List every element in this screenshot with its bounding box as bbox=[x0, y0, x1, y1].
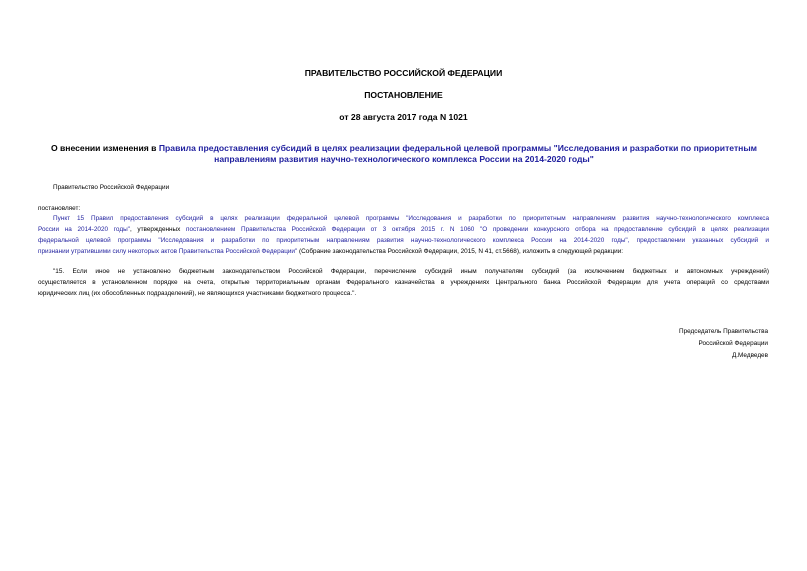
paragraph-2-line-3: юридических лиц (их обособленных подразделений), не являющихся участниками бюджетного процесса.". bbox=[38, 290, 357, 297]
paragraph-2-line-2: осуществляется в установленном порядке на счета, открытые территориальным органам Федерального казначейства в учреждениях Центрального банка Российской Федерации для учета операций со средствами bbox=[38, 279, 769, 286]
document-title-line-1 bbox=[38, 143, 770, 154]
government-subject: Правительство Российской Федерации bbox=[53, 184, 170, 191]
paragraph-1-line-3[interactable]: федеральной целевой программы "Исследования и разработки по приоритетным направлениям развития научно-технологического комплекса России на 2014-2020 годы", предоставлении указанных субсидий и bbox=[38, 237, 769, 244]
resolution-1060-link[interactable]: постановлением Правительства Российской Федерации от 3 октября 2015 г. N 1060 "О проведении конкурсного отбора на предоставление субсидий в целях реализации bbox=[186, 226, 770, 233]
paragraph-1-line-4: признании утратившими силу некоторых актов Правительства Российской Федерации" (Собрание законодательства Российской Федерации, 2015, N 41, ст.5668), изложить в следующей редакции: bbox=[38, 248, 624, 255]
signature-position-1: Председатель Правительства bbox=[679, 328, 768, 335]
header-date-number: от 28 августа 2017 года N 1021 bbox=[339, 112, 468, 122]
paragraph-1-line-2: России на 2014-2020 годы", утвержденных постановлением Правительства Российской Федерации от 3 октября 2015 г. N 1060 "О проведении конкурсного отбора на предоставление субсидий в целях реализации bbox=[38, 226, 770, 233]
header-org: ПРАВИТЕЛЬСТВО РОССИЙСКОЙ ФЕДЕРАЦИИ bbox=[304, 68, 503, 78]
rules-link[interactable]: Правила предоставления субсидий в целях реализации федеральной целевой программы "Исследования и разработки по приоритетным bbox=[158, 143, 758, 153]
document-title-line-2 bbox=[38, 154, 770, 165]
resolution-1060-link-end[interactable]: признании утратившими силу некоторых актов Правительства Российской Федерации" bbox=[38, 248, 298, 255]
program-link[interactable]: России на 2014-2020 годы" bbox=[38, 226, 130, 233]
paragraph-2-line-1: "15. Если иное не установлено бюджетным законодательством Российской Федерации, перечисление субсидий иным получателям субсидий (за исключением бюджетных и автономных учреждений) bbox=[53, 268, 769, 275]
resolves-label: постановляет: bbox=[38, 205, 81, 212]
rules-link-continued[interactable]: направлениям развития научно-технологического комплекса России на 2014-2020 годы" bbox=[214, 154, 594, 164]
paragraph-1-line-1[interactable]: Пункт 15 Правил предоставления субсидий в целях реализации федеральной целевой программы "Исследования и разработки по приоритетным направлениям развития научно-технологического комплекса bbox=[53, 215, 769, 222]
title-prefix: О внесении изменения в bbox=[50, 143, 159, 153]
signature-position-2: Российской Федерации bbox=[698, 340, 768, 347]
header-doc-type: ПОСТАНОВЛЕНИЕ bbox=[364, 90, 443, 100]
signature-name: Д.Медведев bbox=[731, 352, 768, 359]
